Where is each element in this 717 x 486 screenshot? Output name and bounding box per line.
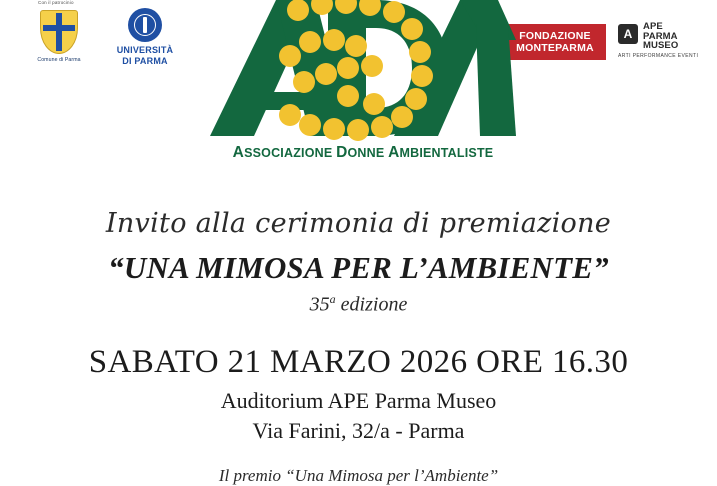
patrocinio-label: Con il patrocinio (38, 0, 74, 5)
ada-logo (198, 0, 518, 146)
ada-tagline-rest3: MBIENTALISTE (399, 146, 494, 160)
comune-parma-crest-icon (40, 10, 78, 54)
comune-di-parma-logo (28, 10, 90, 63)
fondazione-monteparma-logo (504, 24, 606, 60)
ape-name-line2: PARMA (643, 30, 678, 42)
invite-script-line: Invito alla cerimonia di premiazione (105, 208, 612, 239)
patrocinio-block (12, 0, 182, 90)
universita-di-parma-logo (106, 8, 184, 66)
ada-tagline-rest1: SSOCIAZIONE (244, 146, 337, 160)
ape-mark-icon: A (618, 24, 638, 44)
edition-ordinal: a (329, 292, 336, 306)
universita-line1: UNIVERSITÀ (116, 45, 174, 55)
ape-subtitle: ARTI PERFORMANCE EVENTI (618, 53, 699, 59)
ada-tagline-a1: A (232, 144, 245, 161)
event-date: SABATO 21 MARZO 2026 ORE 16.30 (88, 344, 629, 380)
ada-tagline (198, 144, 528, 162)
universita-di-parma-seal-icon (128, 8, 162, 42)
ape-name-line3: MUSEO (643, 40, 679, 51)
monteparma-line2: MONTEPARMA (516, 42, 594, 54)
footer-paragraph-partial: Il premio “Una Mimosa per l’Ambiente” (218, 466, 499, 485)
ape-parma-museo-logo (618, 22, 706, 66)
comune-logo-caption: Comune di Parma (37, 57, 81, 63)
ada-tagline-d: D (336, 144, 348, 161)
edition-number: 35 (309, 293, 330, 316)
edition-line (0, 292, 717, 317)
universita-line2: DI PARMA (122, 55, 168, 66)
ape-name (643, 22, 678, 51)
event-address: Via Farini, 32/a - Parma (252, 418, 465, 443)
event-venue: Auditorium APE Parma Museo (220, 388, 497, 413)
ada-tagline-rest2: ONNE (347, 146, 389, 160)
ape-name-line1: APE (643, 21, 663, 32)
award-title: “UNA MIMOSA PER L’AMBIENTE” (108, 250, 609, 285)
ada-logo-graphic (198, 0, 518, 146)
edition-word: edizione (340, 293, 408, 316)
ada-tagline-a2: A (388, 144, 400, 161)
monteparma-line1: FONDAZIONE (519, 30, 591, 42)
